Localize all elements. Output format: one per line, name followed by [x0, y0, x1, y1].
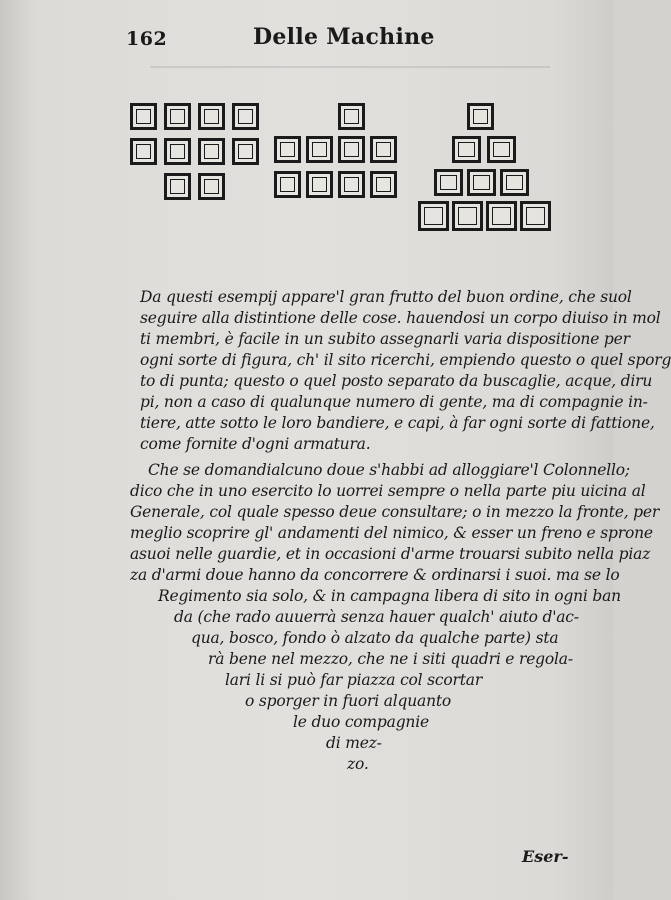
text-line: da (che rado auuerrà senza hauer qualch' aiuto d'ac- [174, 608, 579, 626]
text-line: asuoi nelle guardie, et in occasioni d'arme trouarsi subito nella piaz [130, 545, 651, 563]
text-line: meglio scoprire gl' andamenti del nimico, & esser un freno e sprone [130, 524, 653, 542]
catchword: Eser- [522, 847, 569, 866]
text-line: di mez- [326, 734, 382, 752]
text-line: lari li si può far piazza col scortar [225, 671, 483, 689]
text-line: Regimento sia solo, & in campagna libera di sito in ogni ban [158, 587, 621, 605]
text-line: to di punta; questo o quel posto separato da buscaglie, acque, diru [140, 372, 653, 390]
text-line: come fornite d'ogni armatura. [140, 435, 371, 453]
text-line: Che se domandialcuno doue s'habbi ad alloggiare'l Colonnello; [148, 461, 630, 479]
text-line: ti membri, è facile in un subito assegnarli varia dispositione per [140, 330, 630, 348]
text-line: za d'armi doue hanno da concorrere & ordinarsi i suoi. ma se lo [130, 566, 620, 584]
text-line: rà bene nel mezzo, che ne i siti quadri e regola- [208, 650, 573, 668]
text-line: Generale, col quale spesso deue consultare; o in mezzo la fronte, per [130, 503, 660, 521]
running-title: Delle Machine [253, 24, 435, 50]
text-line: qua, bosco, fondo ò alzato da qualche parte) sta [191, 629, 559, 647]
text-line: seguire alla distintione delle cose. hauendosi un corpo diuiso in mol [140, 309, 661, 327]
text-line: tiere, atte sotto le loro bandiere, e capi, à far ogni sorte di fattione, [140, 414, 655, 432]
text-line: dico che in uno esercito lo uorrei sempre o nella parte piu uicina al [130, 482, 646, 500]
text-line: pi, non a caso di qualunque numero di gente, ma di compagnie in- [140, 393, 648, 411]
page-number: 162 [126, 28, 168, 50]
text-line: le duo compagnie [293, 713, 429, 731]
text-line: o sporger in fuori alquanto [245, 692, 452, 710]
text-line: ogni sorte di figura, ch' il sito ricerchi, empiendo questo o quel sporg [140, 351, 671, 369]
text-line: Da questi esempij appare'l gran frutto del buon ordine, che suol [140, 288, 632, 306]
text-line: zo. [347, 755, 369, 773]
